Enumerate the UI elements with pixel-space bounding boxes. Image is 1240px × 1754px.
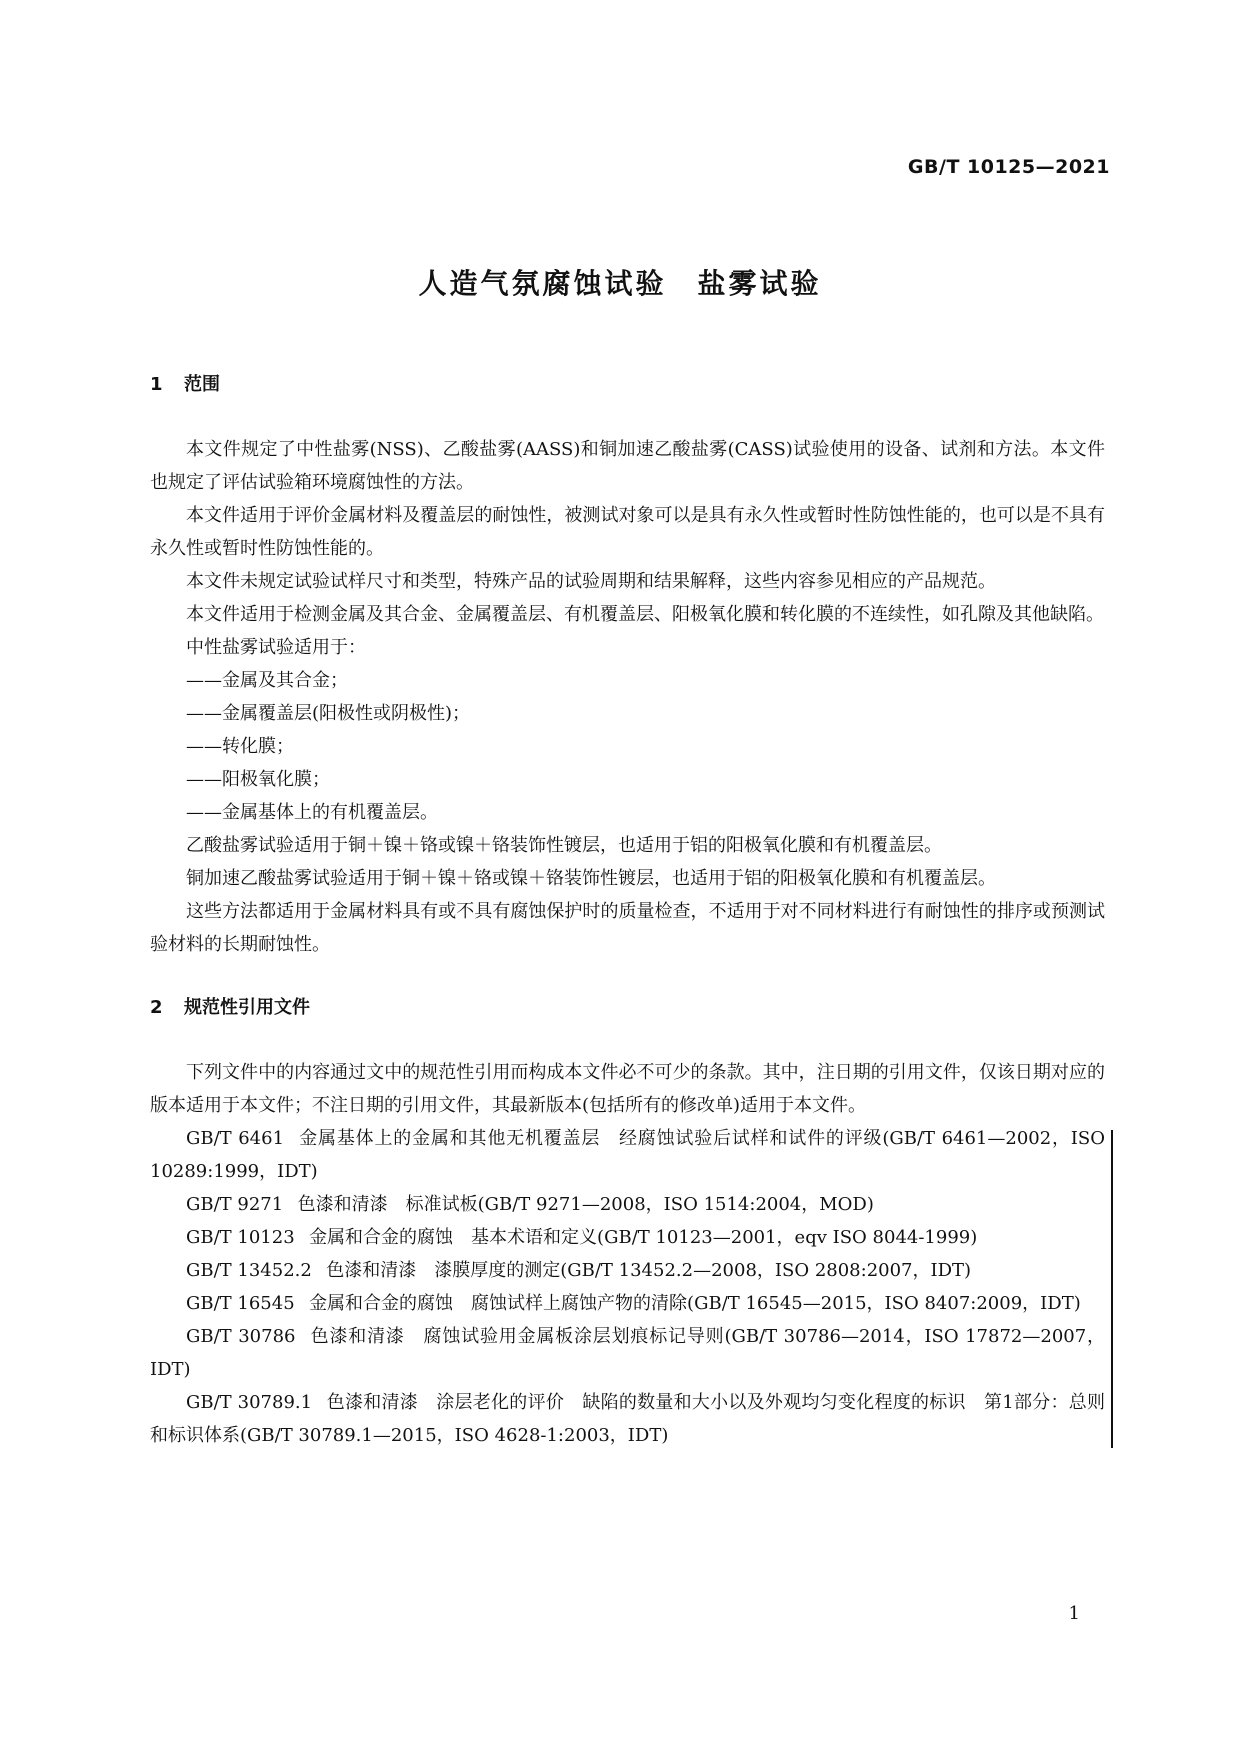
paragraph: 下列文件中的内容通过文中的规范性引用而构成本文件必不可少的条款。其中，注日期的引用文件，仅该日期对应的版本适用于本文件；不注日期的引用文件，其最新版本(包括所有的修改单)适用于本文件。 [150, 1062, 1105, 1116]
reference-item [150, 1320, 1105, 1386]
reference-code: GB/T 16545 [186, 1293, 295, 1314]
reference-code: GB/T 30789.1 [186, 1392, 313, 1413]
document-title: 人造气氛腐蚀试验 盐雾试验 [418, 267, 822, 300]
paragraph: 乙酸盐雾试验适用于铜＋镍＋铬或镍＋铬装饰性镀层，也适用于铝的阳极氧化膜和有机覆盖层。 [186, 835, 942, 856]
section-heading-scope [150, 368, 1105, 401]
paragraph: 铜加速乙酸盐雾试验适用于铜＋镍＋铬或镍＋铬装饰性镀层，也适用于铝的阳极氧化膜和有机覆盖层。 [186, 868, 996, 889]
reference-item [150, 1254, 1105, 1287]
section-number: 1 [150, 374, 163, 395]
reference-item [150, 1287, 1105, 1320]
reference-text: 色漆和清漆 漆膜厚度的测定(GB/T 13452.2—2008，ISO 2808:2007，IDT) [326, 1260, 972, 1281]
reference-list [150, 1122, 1105, 1452]
section-title: 规范性引用文件 [184, 997, 310, 1018]
list-item: ——金属覆盖层(阳极性或阴极性)； [186, 703, 471, 724]
paragraph: 本文件适用于检测金属及其合金、金属覆盖层、有机覆盖层、阳极氧化膜和转化膜的不连续性，如孔隙及其他缺陷。 [186, 604, 1104, 625]
reference-text: 金属和合金的腐蚀 腐蚀试样上腐蚀产物的清除(GB/T 16545—2015，ISO 8407:2009，IDT) [309, 1293, 1081, 1314]
section-title: 范围 [184, 374, 220, 395]
page-number: 1 [1068, 1603, 1080, 1624]
reference-code: GB/T 30786 [186, 1326, 296, 1347]
reference-text: 色漆和清漆 涂层老化的评价 缺陷的数量和大小以及外观均匀变化程度的标识 第1部分：总则和标识体系(GB/T 30789.1—2015，ISO 4628-1:2003，IDT) [150, 1392, 1105, 1446]
reference-text: 色漆和清漆 腐蚀试验用金属板涂层划痕标记导则(GB/T 30786—2014，ISO 17872—2007，IDT) [150, 1326, 1105, 1380]
reference-item [150, 1386, 1105, 1452]
paragraph: 本文件未规定试验试样尺寸和类型，特殊产品的试验周期和结果解释，这些内容参见相应的产品规范。 [186, 571, 996, 592]
list-item: ——金属基体上的有机覆盖层。 [186, 802, 438, 823]
change-bar [1111, 1130, 1113, 1448]
reference-code: GB/T 13452.2 [186, 1260, 312, 1281]
paragraph: 本文件适用于评价金属材料及覆盖层的耐蚀性，被测试对象可以是具有永久性或暂时性防蚀性能的，也可以是不具有永久性或暂时性防蚀性能的。 [150, 505, 1105, 559]
paragraph: 本文件规定了中性盐雾(NSS)、乙酸盐雾(AASS)和铜加速乙酸盐雾(CASS)试验使用的设备、试剂和方法。本文件也规定了评估试验箱环境腐蚀性的方法。 [150, 439, 1105, 493]
section-number: 2 [150, 997, 163, 1018]
section-heading-normative-references [150, 991, 1105, 1024]
paragraph: 这些方法都适用于金属材料具有或不具有腐蚀保护时的质量检查，不适用于对不同材料进行有耐蚀性的排序或预测试验材料的长期耐蚀性。 [150, 901, 1105, 955]
paragraph: 中性盐雾试验适用于： [186, 637, 366, 658]
reference-code: GB/T 10123 [186, 1227, 295, 1248]
reference-item [150, 1188, 1105, 1221]
document-body [150, 368, 1105, 1452]
standard-code: GB/T 10125—2021 [907, 156, 1110, 178]
list-item: ——阳极氧化膜； [186, 769, 330, 790]
reference-item [150, 1221, 1105, 1254]
list-item: ——金属及其合金； [186, 670, 348, 691]
list-item: ——转化膜； [186, 736, 294, 757]
reference-text: 色漆和清漆 标准试板(GB/T 9271—2008，ISO 1514:2004，MOD) [297, 1194, 874, 1215]
reference-text: 金属基体上的金属和其他无机覆盖层 经腐蚀试验后试样和试件的评级(GB/T 6461—2002，ISO 10289:1999，IDT) [150, 1128, 1106, 1182]
reference-code: GB/T 9271 [186, 1194, 284, 1215]
reference-code: GB/T 6461 [186, 1128, 285, 1149]
reference-text: 金属和合金的腐蚀 基本术语和定义(GB/T 10123—2001，eqv ISO 8044-1999) [309, 1227, 978, 1248]
reference-item [150, 1122, 1105, 1188]
